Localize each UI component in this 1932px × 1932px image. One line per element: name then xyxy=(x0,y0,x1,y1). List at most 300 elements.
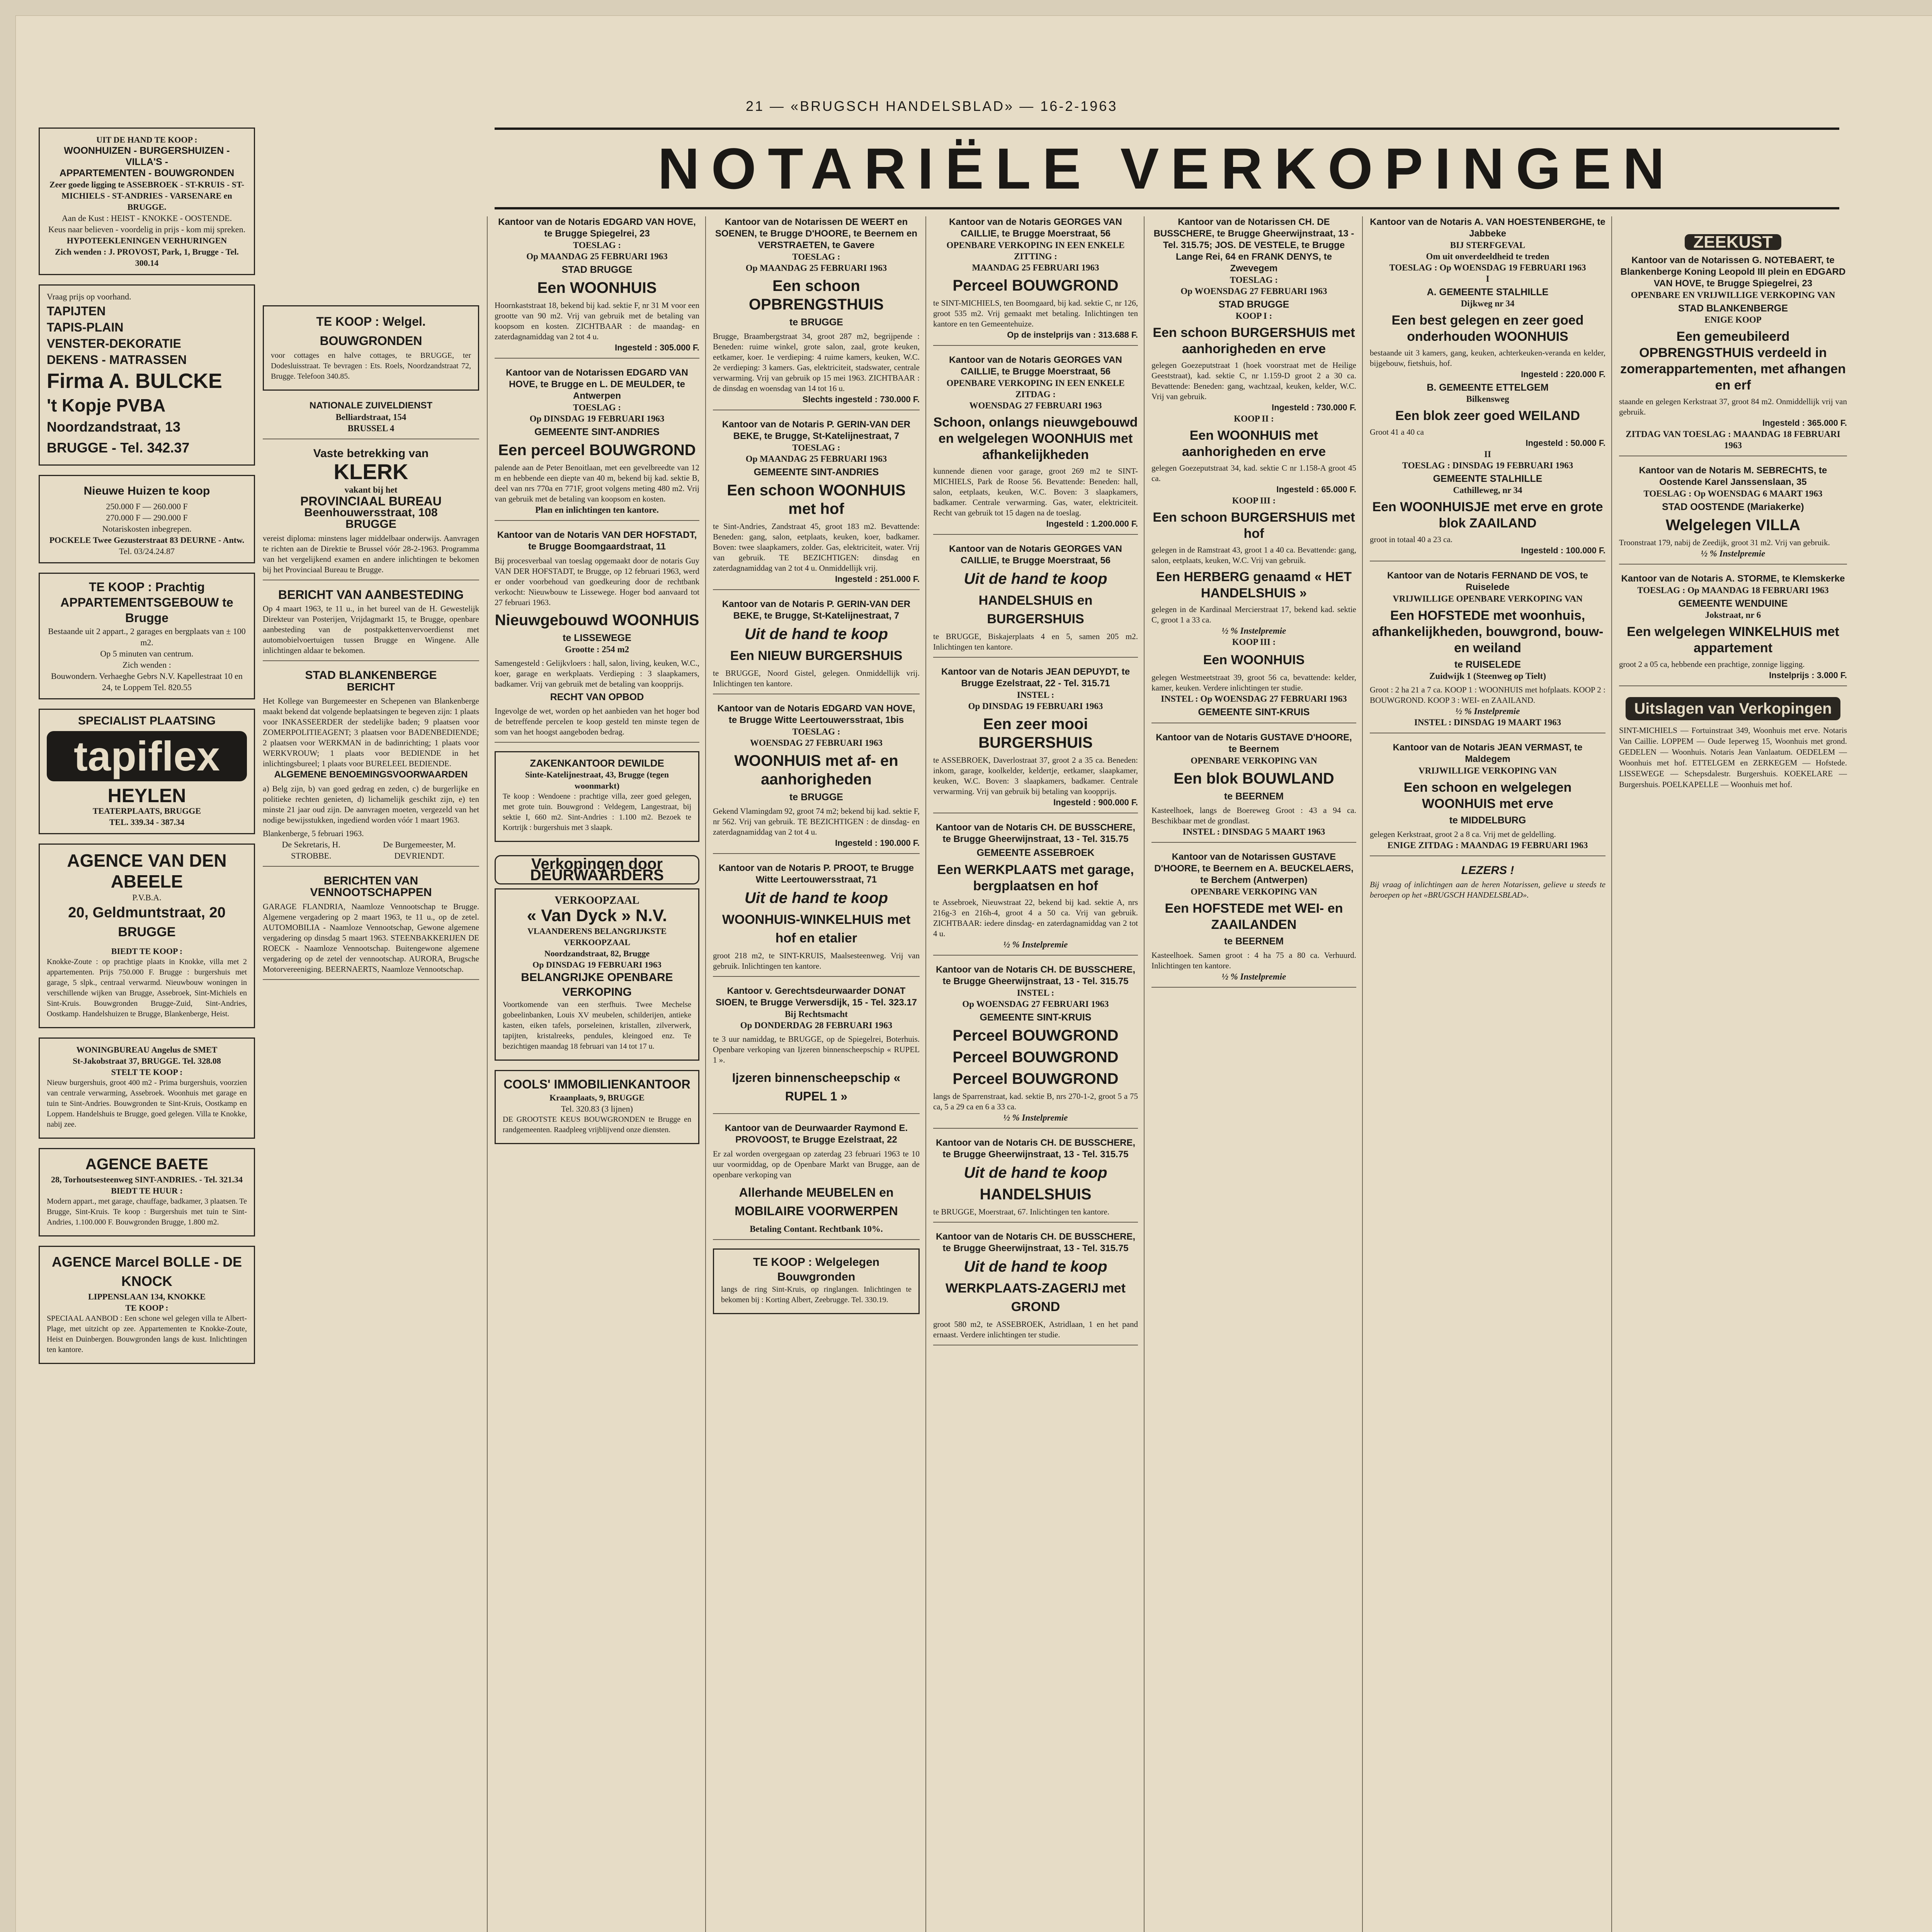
notice-price: Ingesteld : 1.200.000 F. xyxy=(1046,519,1138,529)
notice-place: STAD OOSTENDE (Mariakerke) xyxy=(1662,502,1804,512)
notice-date: Op WOENSDAG 27 FEBRUARI 1963 xyxy=(1180,286,1327,296)
ad-intro: Vraag prijs op voorhand. xyxy=(47,292,131,301)
notice xyxy=(933,1231,1138,1345)
ad-line: 250.000 F — 260.000 F xyxy=(106,502,188,511)
notice-price: Ingesteld : 100.000 F. xyxy=(1521,546,1605,555)
notice-body: kunnende dienen voor garage, groot 269 m2 te SINT-MICHIELS, Park de Roose 56. Bevattende: Beneden: hall, salon, eetplaats, keuken, W.C. Boven: 3 slaapkamers, badkamer. Centrale verwarming. Gas, water, elektriciteit. Recht van gebruik tot 15 dagen na de toeslag. xyxy=(933,466,1138,517)
notice-office: Kantoor van de Deurwaarder Raymond E. PROVOOST, te Brugge Ezelstraat, 22 xyxy=(724,1123,908,1145)
ad-body xyxy=(503,1000,691,1052)
notice-body: langs de Sparrenstraat, kad. sektie B, nrs 270-1-2, groot 5 a 75 ca, 5 a 29 ca en 6 a 33 ca. xyxy=(933,1092,1138,1111)
notice-body: Het Kollege van Burgemeester en Schepenen van Blankenberge maakt bekend dat volgende beplaatsingen te begeven zijn: 1 plaats voor INKASSEERDER der stedelijke baden; 9 plaatsen voor ZOMERPOLITIEAGENT; 3 plaatsen voor BADENBEDIENDE; 2 plaatsen voor WERKMAN in de badinrichting; 1 plaats voor WERKVROUW; 1 plaats voor BEDIENDE in het inlichtingsbureel; 1 plaats voor BURELEEL BEDIENDE. xyxy=(263,696,479,768)
notice-line: vakant bij het xyxy=(344,485,398,495)
ad-heading: BELANGRIJKE OPENBARE VERKOPING xyxy=(521,971,673,998)
ad-heading: UIT DE HAND TE KOOP : xyxy=(96,135,197,145)
ad-address: Noordzandstraat, 13 xyxy=(47,419,181,435)
notice-title: BERICHTEN VAN VENNOOTSCHAPPEN xyxy=(310,874,432,899)
notice xyxy=(1370,216,1605,561)
ad-sub: Sinte-Katelijnestraat, 43, Brugge (tegen woonmarkt) xyxy=(525,770,669,791)
notice-body: gelegen Kerkstraat, groot 2 a 8 ca. Vrij met de geldelling. xyxy=(1370,830,1556,839)
notice-sale: TOESLAG : xyxy=(792,443,840,452)
notice-title: Een WOONHUISJE met erve en grote blok ZAAILAND xyxy=(1372,500,1603,531)
notice-office: Kantoor van de Notaris CH. DE BUSSCHERE, te Brugge Gheerwijnstraat, 13 - Tel. 315.75 xyxy=(935,1138,1136,1160)
notices-column-4 xyxy=(713,216,920,1932)
notice xyxy=(933,964,1138,1129)
notice-title: WOONHUIS met af- en aanhorigheden xyxy=(734,752,898,788)
notice-sub: Uit de hand te koop xyxy=(964,1164,1107,1181)
notice-title: LEZERS ! xyxy=(1461,864,1514,877)
notice xyxy=(713,419,920,590)
notice-price: ½ % Instelpremie xyxy=(1003,940,1068,949)
notice-date: ENIGE ZITDAG : MAANDAG 19 FEBRUARI 1963 xyxy=(1387,840,1588,850)
notice-title: Een HERBERG genaamd « HET HANDELSHUIS » xyxy=(1156,570,1352,600)
notice-place: GEMEENTE STALHILLE xyxy=(1433,473,1543,484)
ad-smet xyxy=(39,1037,255,1139)
ad-address: Kraanplaats, 9, BRUGGE xyxy=(549,1093,645,1102)
ad-item: TAPIJTEN xyxy=(47,304,106,318)
notice-title: Ijzeren binnenscheepschip « RUPEL 1 » xyxy=(732,1071,901,1103)
ad-title: ZAKENKANTOOR DEWILDE xyxy=(530,757,664,769)
notice-sub: Bij Rechtsmacht xyxy=(785,1009,848,1019)
ads-column-1 xyxy=(39,128,255,1932)
notice-body: Kasteelhoek, langs de Boereweg Groot : 43 a 94 ca. Beschikbaar met de grondlast. xyxy=(1151,806,1356,825)
notice-place: GEMEENTE SINT-ANDRIES xyxy=(534,427,660,437)
ad-address: St-Jakobstraat 37, BRUGGE. Tel. 328.08 xyxy=(73,1056,221,1066)
notice-body: bestaande uit 3 kamers, gang, keuken, achterkeuken-veranda en kelder, bijgebouw, fietshuis, hof. xyxy=(1370,348,1605,368)
notice-body: groot in totaal 40 a 23 ca. xyxy=(1370,535,1453,544)
notice-office: Kantoor van de Notaris A. VAN HOESTENBERGHE, te Jabbeke xyxy=(1370,217,1605,239)
notice-sub: Uit de hand te koop xyxy=(964,570,1107,587)
ad-address: 28, Torhoutsesteenweg SINT-ANDRIES. - Tel. 321.34 xyxy=(51,1175,243,1184)
ad-tapiflex xyxy=(39,709,255,834)
notice-price: Ingesteld : 65.000 F. xyxy=(1276,485,1356,494)
ad-sub: VLAANDERENS BELANGRIJKSTE VERKOOPZAAL xyxy=(527,926,667,947)
notice-title: Een blok zeer goed WEILAND xyxy=(1395,408,1580,423)
notice-line: Belliardstraat, 154 xyxy=(335,412,406,422)
ad-body-text: voor cottages en halve cottages, te BRUGGE, ter Dodesluisstraat. Te bevragen : Ets. Roels, Noordzandstraat 72, Brugge. Telefoon 340.85. xyxy=(271,351,471,381)
notice-sale: TOESLAG : xyxy=(573,403,621,412)
notice-title: Een schoon OPBRENGSTHUIS xyxy=(749,277,884,313)
notice-street: Bilkensweg xyxy=(1466,394,1509,404)
notice-place: te BEERNEM xyxy=(1224,791,1284,802)
notices-column-7 xyxy=(1370,216,1605,1932)
notice-title: WOONHUIS-WINKELHUIS met hof en etalier xyxy=(722,912,911,946)
notice-body: te 3 uur namiddag, te BRUGGE, op de Spiegelrei, Boterhuis. Openbare verkoping van Ijzeren binnenscheepschip « RUPEL 1 ». xyxy=(713,1034,920,1065)
ad-title: Nieuwe Huizen te koop xyxy=(83,485,210,497)
notice-size: Grootte : 254 m2 xyxy=(565,645,629,654)
ad-appartementen xyxy=(39,573,255,699)
notice xyxy=(1151,851,1356,988)
notice xyxy=(1370,742,1605,856)
notice-title: Perceel BOUWGROND xyxy=(952,1070,1119,1087)
notice-address: Beenhouwersstraat, 108 xyxy=(304,506,438,519)
notice-office: Kantoor van de Notaris VAN DER HOFSTADT, te Brugge Boomgaardstraat, 11 xyxy=(497,530,697,552)
notice-lot: II xyxy=(1484,449,1491,459)
notice-title: Een schoon en welgelegen WOONHUIS met erve xyxy=(1403,780,1572,811)
ad-address: Noordzandstraat, 82, Brugge xyxy=(544,949,650,958)
notice-date: MAANDAG 25 FEBRUARI 1963 xyxy=(972,263,1099,272)
ad-line: Bouwondern. Verhaeghe Gebrs N.V. Kapellestraat 10 en 24, te Loppem Tel. 820.55 xyxy=(51,671,243,692)
notice-place: GEMEENTE SINT-KRUIS xyxy=(980,1012,1092,1023)
notice-body: Er zal worden overgegaan op zaterdag 23 februari 1963 te 10 uur voormiddag, op de Openbare Markt van Brugge, aan de openbare verkoping van xyxy=(713,1149,920,1179)
notice-body: Ingevolge de wet, worden op het aanbieden van het hoger bod de betreffende percelen te koop gesteld ten minste tegen de som van het hoogst aangeboden bedrag. xyxy=(495,706,699,736)
notice-price: Ingesteld : 50.000 F. xyxy=(1526,438,1605,448)
notice-body: Troonstraat 179, nabij de Zeedijk, groot 31 m2. Vrij van gebruik. xyxy=(1619,538,1830,547)
notice-sale: VRIJWILLIGE OPENBARE VERKOPING VAN xyxy=(1393,594,1583,604)
notice-body: groot 580 m2, te ASSEBROEK, Astridlaan, 1 en het pand ernaast. Verdere inlichtingen ter studie. xyxy=(933,1320,1138,1339)
notice-lot: ENIGE KOOP xyxy=(1704,315,1762,325)
notice-sub: ALGEMENE BENOEMINGSVOORWAARDEN xyxy=(274,769,468,780)
ads-column-2 xyxy=(263,305,479,1932)
notice-place: GEMEENTE WENDUINE xyxy=(1678,598,1788,609)
notice xyxy=(933,666,1138,813)
notice-body: gelegen in de Kardinaal Mercierstraat 17, bekend kad. sektie C, groot 1 a 33 ca. xyxy=(1151,605,1356,624)
ad-body-text: SPECIAAL AANBOD : Een schone wel gelegen villa te Albert-Plage, met uitzicht op zee. Appartementen te Knokke-Zoute, Heist en Duinbergen. Bouwgronden langs de kust. Inlichtingen ten kantore. xyxy=(47,1314,247,1354)
ad-line: HYPOTEEKLENINGEN VERHURINGEN xyxy=(66,236,227,245)
notice-date: TOESLAG : Op MAANDAG 18 FEBRUARI 1963 xyxy=(1637,585,1829,595)
notice-title: Een WOONHUIS xyxy=(537,279,657,296)
notice-office: Kantoor van de Notaris P. GERIN-VAN DER BEKE, te Brugge, St-Katelijnestraat, 7 xyxy=(722,599,911,621)
notice-price: Plan en inlichtingen ten kantore. xyxy=(535,505,659,515)
notice-date: Op DONDERDAG 28 FEBRUARI 1963 xyxy=(740,1020,893,1030)
notice-price: Instelprijs : 3.000 F. xyxy=(1769,670,1847,680)
ad-body xyxy=(47,957,247,1019)
zeekust-banner: ZEEKUST xyxy=(1685,234,1781,250)
ad-body-text: Voortkomende van een sterfhuis. Twee Mechelse gobeelinbanken, Louis XV meubelen, schilderijen, antieke kasten, eiken tafels, porseleinen, kristallen, zilverwerk, tapijten, kristalreeks, pendules, kleingoed enz. Te bezichtigen maandag 18 februari van 14 tot 17 u. xyxy=(503,1000,691,1051)
ad-line: WOONHUIZEN - BURGERSHUIZEN - VILLA'S - xyxy=(64,145,230,167)
notice-price: ½ % Instelpremie xyxy=(1221,972,1286,981)
notice-title: Een gemeubileerd OPBRENGSTHUIS verdeeld in zomerappartementen, met afhangen en erf xyxy=(1620,329,1846,393)
notice-body: te SINT-MICHIELS, ten Boomgaard, bij kad. sektie C, nr 126, groot 535 m2. Vrij gemaakt met betaling. Inlichtingen ten kantore en ten Gemeentehuize. xyxy=(933,298,1138,328)
notice-title: Allerhande MEUBELEN en MOBILAIRE VOORWERPEN xyxy=(735,1185,898,1218)
notice-sale: OPENBARE VERKOPING VAN xyxy=(1190,887,1317,896)
notice-office: Kantoor van de Notaris M. SEBRECHTS, te Oostende Karel Janssenslaan, 35 xyxy=(1639,465,1827,487)
notice-place: te MIDDELBURG xyxy=(1449,815,1526,826)
notice-title: Welgelegen VILLA xyxy=(1665,517,1801,534)
notice-date: Op MAANDAG 25 FEBRUARI 1963 xyxy=(526,252,668,261)
ad-title: AGENCE BAETE xyxy=(85,1156,208,1173)
notice-signatures xyxy=(263,839,479,861)
ad-body-text: DE GROOTSTE KEUS BOUWGRONDEN te Brugge en randgemeenten. Raadpleeg vrijblijvend onze diensten. xyxy=(503,1115,691,1134)
notice-date: TOESLAG : DINSDAG 19 FEBRUARI 1963 xyxy=(1402,461,1573,470)
notice-price: ½ % Instelpremie xyxy=(1455,706,1520,716)
ad-body xyxy=(47,1196,247,1228)
notice-office: Kantoor van de Notaris P. GERIN-VAN DER BEKE, te Brugge, St-Katelijnestraat, 7 xyxy=(722,419,911,441)
notice-price: Betaling Contant. Rechtbank 10%. xyxy=(750,1224,883,1234)
notice-lot: KOOP I : xyxy=(1235,311,1272,321)
notice-place: te BRUGGE xyxy=(789,317,843,328)
notice-office: Kantoor van de Notaris FERNAND DE VOS, te Ruiselede xyxy=(1387,570,1588,592)
deurwaarders-banner: Verkopingen door DEURWAARDERS xyxy=(495,855,699,884)
ad-body-text: langs de ring Sint-Kruis, op ringlangen. Inlichtingen te bekomen bij : Korting Albert, Zeebrugge. Tel. 330.19. xyxy=(721,1285,912,1304)
notice-sub: RECHT VAN OPBOD xyxy=(550,692,644,702)
notice-office: Kantoor van de Notaris JEAN VERMAST, te Maldegem xyxy=(1393,742,1583,764)
notice-title: Een blok BOUWLAND xyxy=(1173,770,1334,787)
ad-title: WONINGBUREAU Angelus de SMET xyxy=(76,1045,218,1054)
notice-date: ZITDAG VAN TOESLAG : MAANDAG 18 FEBRUARI 1963 xyxy=(1626,429,1840,450)
ad-heading: BIEDT TE HUUR : xyxy=(111,1186,183,1196)
notice-body: gelegen Goezeputstraat 34, kad. sektie C nr 1.158-A groot 45 ca. xyxy=(1151,463,1356,483)
notice xyxy=(713,703,920,854)
notice-lot: I xyxy=(1486,274,1490,284)
notice-date: INSTEL : Op WOENSDAG 27 FEBRUARI 1963 xyxy=(1161,694,1347,704)
notice-body: te ASSEBROEK, Daverlostraat 37, groot 2 a 35 ca. Beneden: inkom, garage, koolkelder, keldertje, eetkamer, slaapkamer, keuken, W.C. Boven: 3 slaapkamers, badkamer. Centrale verwarming. Vrij van gebruik bij betaling van koopprijs. xyxy=(933,755,1138,796)
ad-provost xyxy=(39,128,255,275)
notice xyxy=(1619,255,1847,456)
ad-address: 20, Geldmuntstraat, 20 xyxy=(68,905,226,921)
notice-date: INSTEL : DINSDAG 5 MAART 1963 xyxy=(1182,827,1325,837)
notice-body: Groot 41 a 40 ca xyxy=(1370,427,1424,437)
newspaper-page xyxy=(15,15,1932,1932)
notice-aanbesteding xyxy=(263,589,479,661)
notice-street: Jokstraat, nr 6 xyxy=(1705,610,1761,620)
ad-title: VERKOOPZAAL xyxy=(554,895,639,906)
ad-contact: Zich wenden : J. PROVOST, Park, 1, Brugge - Tel. 300.14 xyxy=(55,247,239,268)
ad-heading: SPECIALIST PLAATSING xyxy=(78,714,216,727)
ad-title: COOLS' IMMOBILIENKANTOOR xyxy=(503,1077,690,1091)
notice-date: TOESLAG : Op WOENSDAG 19 FEBRUARI 1963 xyxy=(1389,263,1586,272)
ad-body-text: Modern appart., met garage, chauffage, badkamer, 3 plaatsen. Te Brugge, Sint-Kruis. Te koop : Burgershuis met tuin te Sint-Andries, 1.100.000 F. Bouwgronden Brugge, 1.800 m2. xyxy=(47,1197,247,1226)
notice-line: PROVINCIAAL BUREAU xyxy=(300,494,442,508)
notice-title: Schoon, onlangs nieuwgebouwd en welgelegen WOONHUIS met afhankelijkheden xyxy=(933,415,1138,462)
notice xyxy=(933,543,1138,658)
ad-line: Zich wenden : xyxy=(122,660,171,670)
notice-sale: OPENBARE VERKOPING VAN xyxy=(1190,756,1317,765)
notices-column-5 xyxy=(933,216,1138,1932)
ad-heading: STELT TE KOOP : xyxy=(111,1067,183,1077)
notice-body: GARAGE FLANDRIA, Naamloze Vennootschap te Brugge. Algemene vergadering op 2 maart 1963, te 11 u., op de zetel. AUTOMOBILIA - Naamloze Vennootschap, Gewone algemene vergadering op dinsdag 5 maart 1963. STEENBAKKERIJEN DE ROECK - Naamloze Vennootschap. Buitengewone algemene vergadering op de zetel der vennootschap. AURORA, Brugsche Motorvereeniging. BEERNAERTS, Naamloze Vennootschap. xyxy=(263,902,479,974)
notice-title: WERKPLAATS-ZAGERIJ met GROND xyxy=(946,1281,1126,1314)
notice-title: BERICHT VAN AANBESTEDING xyxy=(278,588,464,602)
ad-line: Tel. 03/24.24.87 xyxy=(119,546,175,556)
column-rule xyxy=(1611,216,1612,1932)
ad-body xyxy=(503,791,691,833)
notice-date: WOENSDAG 27 FEBRUARI 1963 xyxy=(750,738,883,748)
notice-price: Ingesteld : 730.000 F. xyxy=(1272,403,1356,412)
notice-lot: KOOP II : xyxy=(1234,414,1274,423)
notice-price: Ingesteld : 900.000 F. xyxy=(1053,798,1138,807)
ad-heading: TE KOOP : xyxy=(125,1303,168,1313)
notice xyxy=(933,216,1138,346)
ad-line: Notariskosten inbegrepen. xyxy=(102,524,192,534)
notice-title: Een welgelegen WINKELHUIS met appartement xyxy=(1627,624,1839,655)
notice xyxy=(1370,570,1605,733)
notice-date: Op WOENSDAG 27 FEBRUARI 1963 xyxy=(962,999,1109,1009)
notice-place: GEMEENTE ASSEBROEK xyxy=(976,847,1095,858)
notice-date: Blankenberge, 5 februari 1963. xyxy=(263,829,364,838)
notice-blankenberge xyxy=(263,670,479,867)
ad-agence-abeele xyxy=(39,844,255,1028)
ad-phone: TEL. 339.34 - 387.34 xyxy=(109,817,185,827)
notice xyxy=(1619,465,1847,565)
ad-body xyxy=(721,1284,912,1305)
notice-office: Kantoor van de Notaris P. PROOT, te Brugge Witte Leertouwersstraat, 71 xyxy=(719,863,914,885)
page-header-text: 21 — «BRUGSCH HANDELSBLAD» — 16-2-1963 xyxy=(746,98,1118,114)
ad-title: TE KOOP : Welgelegen Bouwgronden xyxy=(753,1256,880,1283)
notice-body: Brugge, Braambergstraat 34, groot 287 m2, begrijpende : Beneden: ruime winkel, grote salon, zaal, grote keuken, eetkamer, koer. 1e verdieping: 4 ruime kamers, keuken, W.C. 2e verdieping: 3 kamers. Gas, elektriciteit, stadswater, centrale verwarming. Vrij van gebruik op 15 mei 1963. ZICHTBAAR : de dinsdag en woensdag van 14 tot 16 u. xyxy=(713,332,920,393)
ad-body-text: Knokke-Zoute : op prachtige plaats in Knokke, villa met 2 appartementen. Prijs 750.000 F. Brugge : burgershuis met garage, 5 slpk., centraal verwarmd. Nieuwbouw woningen in verschillende wijken van Brugge, Assebroek, Sint-Michiels en Sint-Kruis. Bouwgronden Brugge-Zuid, Sint-Andries, Oostkamp. Handelshuizen te Brugge, Blankenberge, Heist. xyxy=(47,957,247,1018)
notices-column-8 xyxy=(1619,232,1847,1932)
notice-body: gelegen Goezeputstraat 1 (hoek voorstraat met de Heilige Geeststraat), kad. sektie C, nr 1.159-D groot 2 a 30 ca. Bevattende: Beneden: gang, wachtzaal, keuken, kelder, W.C. Vrij van gebruik. xyxy=(1151,361,1356,401)
column-rule xyxy=(925,216,926,1932)
ad-cools xyxy=(495,1070,699,1144)
notice-price: Ingesteld : 305.000 F. xyxy=(615,343,699,352)
notice-sale: INSTEL : xyxy=(1017,988,1054,998)
notice-title: Nieuwgebouwd WOONHUIS xyxy=(495,612,699,629)
notice xyxy=(933,822,1138,956)
notice-sale: TOESLAG : xyxy=(792,252,840,262)
notice-body: gelegen Westmeetstraat 39, groot 56 ca, bevattende: kelder, kamer, keuken. Verdere inlichtingen ter studie. xyxy=(1151,673,1356,692)
notice-place: te RUISELEDE xyxy=(1454,659,1521,670)
notice-price: Ingesteld : 251.000 F. xyxy=(835,574,920,584)
notice-sale: BIJ STERFGEVAL xyxy=(1450,240,1526,250)
notice-price: Ingesteld : 190.000 F. xyxy=(835,838,920,848)
notice-title: HANDELSHUIS en BURGERSHUIS xyxy=(978,593,1093,626)
ad-line: Op 5 minuten van centrum. xyxy=(100,649,194,658)
notice xyxy=(495,529,699,743)
ad-vandyck xyxy=(495,888,699,1061)
notice-lot: KOOP III : xyxy=(1232,496,1276,505)
column-rule xyxy=(1144,216,1145,1932)
uitslagen-body: SINT-MICHIELS — Fortuinstraat 349, Woonhuis met erve. Notaris Van Caillie. LOPPEM — Oude Ieperweg 15, Woonhuis met grond. GEDELEN — Woonhuis. Notaris Jean Vanlaatum. OEDELEM — Woonhuis met hof. ETTELGEM en ZERKEGEM — Hofstede. LISSEWEGE — Schepsdalestr. Burgershuis. KOEKELARE — Burgershuis. POELKAPELLE — Woonhuis met hof. xyxy=(1619,726,1847,789)
notice xyxy=(495,216,699,359)
ad-line: POCKELE Twee Gezusterstraat 83 DEURNE - Antw. xyxy=(49,535,245,545)
notice-title: Een HOFSTEDE met WEI- en ZAAILANDEN xyxy=(1165,901,1343,932)
notice-title: Een WOONHUIS met aanhorigheden en erve xyxy=(1182,428,1326,459)
notice-body: Bij procesverbaal van toeslag opgemaakt door de notaris Guy VAN DER HOFSTADT, te Brugge, op 12 februari 1963, werd er onder voorbehoud van goedkeuring door de rechtbank verkocht: Nieuwbouw te Lissewege. Hoger bod aanvaard tot 27 februari 1963. xyxy=(495,556,699,607)
notice-body: Hoornkaststraat 18, bekend bij kad. sektie F, nr 31 M voor een grootte van 90 m2. Vrij van gebruik met de betaling van koopsom en kosten. ZICHTBAAR : de maandag- en zaterdagnamiddag van 2 tot 4 u. xyxy=(495,301,699,341)
notice-date: TOESLAG : Op WOENSDAG 6 MAART 1963 xyxy=(1643,489,1823,498)
notice-body: Op 4 maart 1963, te 11 u., in het bureel van de H. Gewestelijk Direkteur van Posterijen, Vrijdagmarkt 15, te Brugge, openbare aanbesteding van de postpakkettenvervoerdienst met automobielvoertuigen tussen Brugge en Wingene. Alle inlichtingen aldaar te bekomen. xyxy=(263,604,479,655)
notice-title: Een schoon BURGERSHUIS met aanhorigheden en erve xyxy=(1153,325,1355,356)
ad-zakenkantoor xyxy=(495,751,699,842)
ad-line: Zeer goede ligging te ASSEBROEK - ST-KRUIS - ST-MICHIELS - ST-ANDRIES - VARSENARE en BRUGGE. xyxy=(49,180,245,212)
notice-place: GEMEENTE SINT-ANDRIES xyxy=(753,467,879,478)
ad-bolle xyxy=(39,1246,255,1364)
notice-sale: TOESLAG : xyxy=(573,240,621,250)
ad-item: DEKENS - MATRASSEN xyxy=(47,353,187,367)
notice-date: Op MAANDAG 25 FEBRUARI 1963 xyxy=(745,263,887,273)
notice-title: Een perceel BOUWGROND xyxy=(498,442,696,459)
notice-sale: OPENBARE EN VRIJWILLIGE VERKOPING VAN xyxy=(1631,290,1835,300)
notice-office: Kantoor van de Notaris EDGARD VAN HOVE, te Brugge Witte Leertouwersstraat, 1bis xyxy=(717,703,915,725)
notice-office: Kantoor van de Notaris GEORGES VAN CAILLIE, te Brugge Moerstraat, 56 xyxy=(949,217,1122,239)
notice-title: STAD BLANKENBERGE xyxy=(305,669,437,682)
notice-office: Kantoor van de Notarissen CH. DE BUSSCHERE, te Brugge Gheerwijnstraat, 13 - Tel. 315.75; JOS. DE VESTELE, te Brugge Lange Rei, 64 en FRANK DENYS, te Zwevegem xyxy=(1153,217,1354,274)
signature-right: De Burgemeester, M. DEVRIENDT. xyxy=(383,840,456,861)
notice-price: Slechts ingesteld : 730.000 F. xyxy=(802,395,920,404)
ad-name: « Van Dyck » N.V. xyxy=(527,906,667,925)
notice-place: B. GEMEENTE ETTELGEM xyxy=(1427,382,1549,393)
notice xyxy=(933,354,1138,535)
column-rule xyxy=(487,216,488,1932)
notice-title: Een zeer mooi BURGERSHUIS xyxy=(978,716,1093,751)
ad-nieuwe-huizen xyxy=(39,475,255,563)
ad-baete xyxy=(39,1148,255,1236)
notice-body: Gekend Vlamingdam 92, groot 74 m2; bekend bij kad. sektie F, nr 562. Vrij van gebruik. TE BEZICHTIGEN : de dinsdag- en zaterdagnamiddag van 2 tot 4 u. xyxy=(713,806,920,837)
notice-klerk xyxy=(263,448,479,580)
notice-date: INSTEL : DINSDAG 19 MAART 1963 xyxy=(1414,718,1561,727)
page-header-line xyxy=(43,95,1851,118)
tapiflex-logo: tapiflex xyxy=(47,731,247,781)
notice-place: A. GEMEENTE STALHILLE xyxy=(1427,287,1549,298)
notice-title: Een schoon WOONHUIS met hof xyxy=(727,482,906,517)
notice-office: Kantoor van de Notarissen EDGARD VAN HOVE, te Brugge en L. DE MEULDER, te Antwerpen xyxy=(506,367,688,401)
notice-body: groot 2 a 05 ca, hebbende een prachtige, zonnige ligging. xyxy=(1619,660,1805,669)
notice-office: Kantoor van de Notaris CH. DE BUSSCHERE, te Brugge Gheerwijnstraat, 13 - Tel. 315.75 xyxy=(935,1231,1136,1253)
notice-price: Ingesteld : 220.000 F. xyxy=(1521,369,1605,379)
ad-address: TEATERPLAATS, BRUGGE xyxy=(92,806,201,816)
ad-title: AGENCE Marcel BOLLE - DE KNOCK xyxy=(51,1254,242,1289)
notice-title: Een best gelegen en zeer goed onderhouden WOONHUIS xyxy=(1391,313,1584,344)
notice-office: Kantoor van de Notaris JEAN DEPUYDT, te Brugge Ezelstraat, 22 - Tel. 315.71 xyxy=(941,667,1130,689)
notice xyxy=(1151,732,1356,843)
ad-firm: HEYLEN xyxy=(107,785,186,806)
notice-sub: BERICHT xyxy=(347,681,395,693)
ad-body-text: Te koop : Wendoene : prachtige villa, zeer goed gelegen, met grote tuin. Bouwgrond : Veldegem, Langestraat, bij sektie I, 660 m2. Sint-Andries : 1.100 m2. Bezoek te Kortrijk : burgershuis met 3 slaapk. xyxy=(503,792,691,832)
notice-body: Kasteelhoek. Samen groot : 4 ha 75 a 80 ca. Verhuurd. Inlichtingen ten kantore. xyxy=(1151,951,1356,970)
ad-title: TE KOOP : Prachtig APPARTEMENTSGEBOUW te Brugge xyxy=(60,580,233,625)
notice-place: STAD BLANKENBERGE xyxy=(1678,303,1788,314)
ad-phone: Tel. 320.83 (3 lijnen) xyxy=(561,1104,633,1114)
ad-body xyxy=(271,350,471,382)
notice-title: Perceel BOUWGROND xyxy=(952,1027,1119,1044)
notice-street: Cathilleweg, nr 34 xyxy=(1453,485,1522,495)
notice-street: Dijkweg nr 34 xyxy=(1461,299,1515,308)
notice-lezers xyxy=(1370,865,1605,905)
ad-city: BRUGGE - Tel. 342.37 xyxy=(47,440,190,456)
notice-sale: TOESLAG : xyxy=(792,727,840,736)
notice-office: Kantoor van de Notarissen G. NOTEBAERT, te Blankenberge Koning Leopold III plein en EDGARD VAN HOVE, te Brugge Spiegelrei, 23 xyxy=(1620,255,1846,289)
notice-place: te BRUGGE xyxy=(789,792,843,803)
notice-office: Kantoor van de Notaris GEORGES VAN CAILLIE, te Brugge Moerstraat, 56 xyxy=(949,355,1122,377)
notice-title: Een HOFSTEDE met woonhuis, afhankelijkheden, bouwgrond, bouw- en weiland xyxy=(1372,608,1604,655)
ad-line: APPARTEMENTEN - BOUWGRONDEN xyxy=(59,168,235,179)
notice-sale: OPENBARE VERKOPING IN EEN ENKELE ZITTING : xyxy=(946,240,1125,261)
notice-body: staande en gelegen Kerkstraat 37, groot 84 m2. Onmiddellijk vrij van gebruik. xyxy=(1619,397,1847,417)
notice xyxy=(713,862,920,977)
ad-item: VENSTER-DEKORATIE xyxy=(47,337,181,350)
notice-sub: Uit de hand te koop xyxy=(964,1258,1107,1275)
ad-item: TAPIS-PLAIN xyxy=(47,320,124,334)
notice-body: groot 218 m2, te SINT-KRUIS, Maalsesteenweg. Vrij van gebruik. Inlichtingen ten kantore. xyxy=(713,951,920,971)
ad-line: Aan de Kust : HEIST - KNOKKE - OOSTENDE. xyxy=(61,213,232,223)
notice-office: Kantoor van de Notaris EDGARD VAN HOVE, te Brugge Spiegelrei, 23 xyxy=(498,217,696,239)
notices-column-6 xyxy=(1151,216,1356,1932)
notice-sale: VRIJWILLIGE VERKOPING VAN xyxy=(1418,766,1557,776)
notice-office: Kantoor van de Notaris CH. DE BUSSCHERE, te Brugge Gheerwijnstraat, 13 - Tel. 315.75 xyxy=(935,822,1136,844)
column-rule xyxy=(705,216,706,1932)
notice xyxy=(713,1122,920,1240)
ad-body-text: Nieuw burgershuis, groot 400 m2 - Prima burgershuis, voorzien van centrale verwarming, Assebroek. Woonhuis met garage en tuin te Sint-Andries. Bouwgronden te Sint-Kruis, Oostkamp en Loppem. Handelshuis te Brugge, goed gelegen. Villa te Knokke, nabij zee. xyxy=(47,1078,247,1129)
ad-body xyxy=(47,1313,247,1355)
notice-office: Kantoor van de Notaris A. STORME, te Klemskerke xyxy=(1621,573,1845,584)
notice-date: Op DINSDAG 19 FEBRUARI 1963 xyxy=(529,414,665,423)
notice-title: Een WERKPLAATS met garage, bergplaatsen en hof xyxy=(937,862,1134,893)
notice-office: Kantoor van de Notarissen GUSTAVE D'HOORE, te Beernem en A. BEUCKELAERS, te Berchem (Antwerpen) xyxy=(1154,852,1354,885)
notice-lot: KOOP III : xyxy=(1232,637,1276,647)
uitslagen-banner: Uitslagen van Verkopingen xyxy=(1626,697,1840,720)
notice-zuiveldienst xyxy=(263,400,479,439)
notice-title: KLERK xyxy=(333,459,408,484)
notice-office: Kantoor van de Notaris GEORGES VAN CAILLIE, te Brugge Moerstraat, 56 xyxy=(949,544,1122,566)
notice-place: te LISSEWEGE xyxy=(563,633,631,643)
notice-price: ½ % Instelpremie xyxy=(1701,549,1765,558)
notices-column-3 xyxy=(495,216,699,1932)
notice-body: Samengesteld : Gelijkvloers : hall, salon, living, keuken, W.C., koer, garage en werkplaats. Verdieping : 3 slaapkamers, badkamer. Vrij van gebruik met de betaling van koopprijs. xyxy=(495,658,699,689)
notice-place: STAD BRUGGE xyxy=(561,264,633,275)
notice-price: Ingesteld : 365.000 F. xyxy=(1762,418,1847,428)
notice-sale: INSTEL : xyxy=(1017,690,1054,700)
